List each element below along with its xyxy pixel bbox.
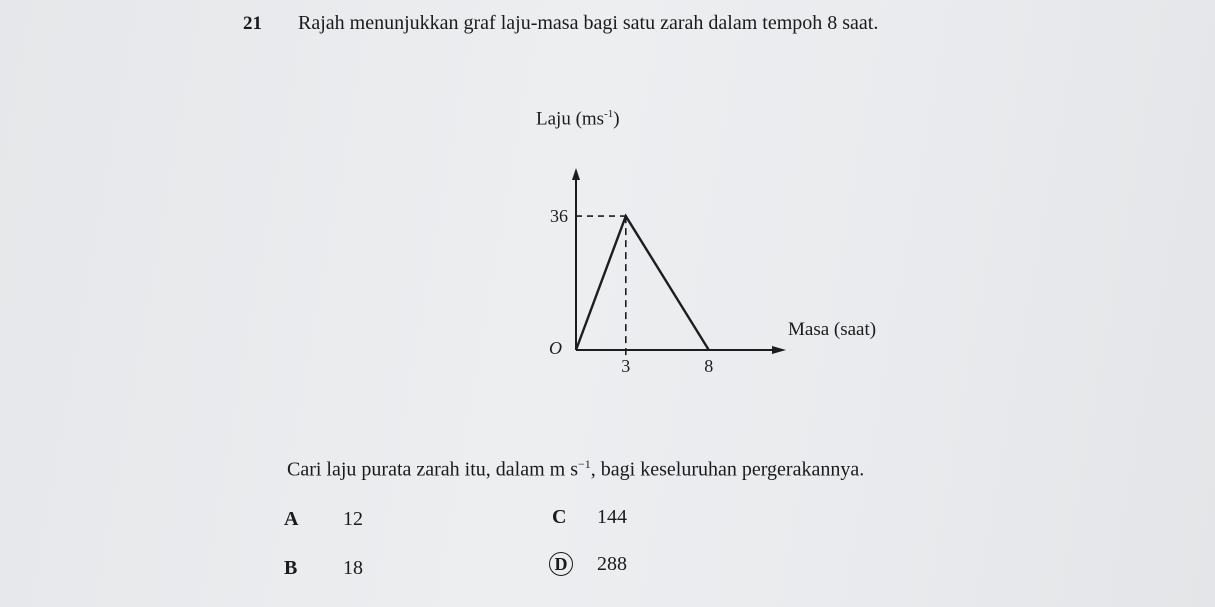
option-d[interactable] — [549, 552, 573, 576]
option-b[interactable] — [284, 557, 297, 580]
x-axis-arrow — [772, 346, 786, 354]
y-axis-arrow — [572, 168, 580, 180]
question-number: 21 — [243, 13, 262, 34]
prompt-after: , bagi keseluruhan pergerakannya. — [590, 458, 865, 481]
y-axis-label-base: Laju (ms — [536, 108, 605, 130]
y-axis-label-end: ) — [613, 108, 620, 130]
speed-time-chart — [520, 160, 790, 380]
prompt-before: Cari laju purata zarah itu, dalam m s — [287, 458, 579, 481]
option-c-value: 144 — [597, 506, 627, 528]
origin-label: O — [549, 338, 562, 358]
option-a-letter: A — [284, 508, 299, 530]
option-c-letter: C — [552, 506, 567, 528]
y-axis-label — [536, 108, 620, 130]
option-d-value: 288 — [597, 553, 627, 575]
option-a-value: 12 — [343, 508, 363, 530]
speed-series-line — [576, 216, 709, 350]
option-b-letter: B — [284, 557, 298, 579]
y-axis-label-exponent: -1 — [604, 108, 614, 120]
option-d-letter-circled: D — [549, 552, 573, 576]
prompt-exponent: −1 — [578, 457, 591, 471]
x-tick-label-8: 8 — [704, 356, 714, 376]
option-b-value: 18 — [343, 557, 363, 579]
question-text: Rajah menunjukkan graf laju-masa bagi satu zarah dalam tempoh 8 saat. — [298, 12, 879, 34]
x-axis-label: Masa (saat) — [788, 319, 877, 340]
option-a[interactable] — [284, 508, 298, 531]
y-tick-label-36: 36 — [550, 206, 568, 227]
option-c[interactable] — [552, 506, 566, 529]
x-tick-label-3: 3 — [621, 356, 631, 376]
prompt-text — [287, 457, 864, 482]
